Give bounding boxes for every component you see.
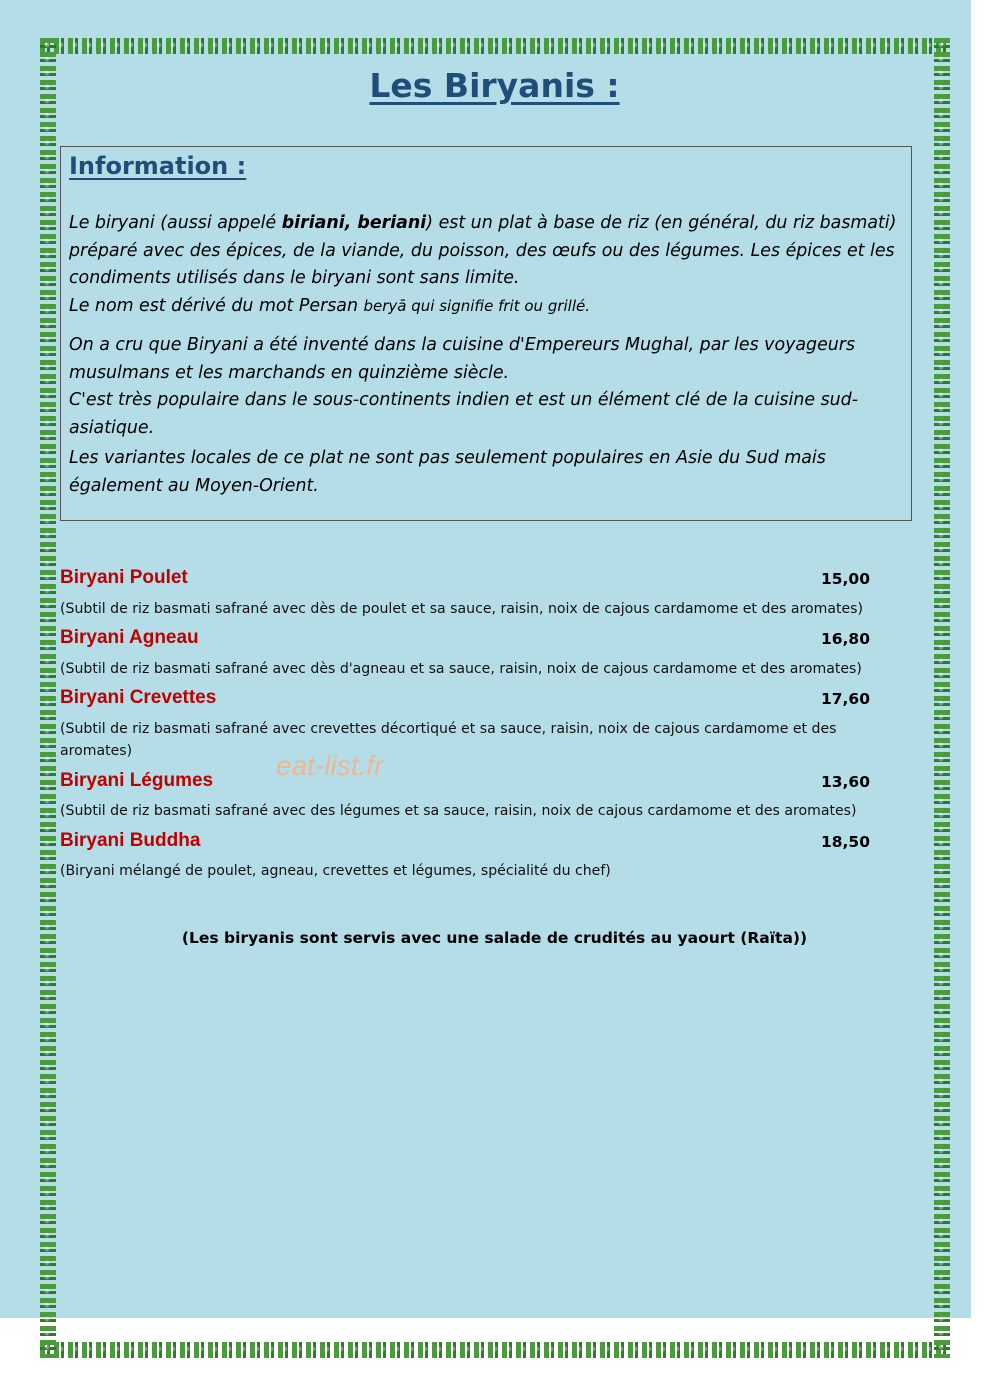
p1-bold-terms: biriani, beriani (281, 213, 427, 233)
dish-price: 15,00 (820, 570, 870, 588)
p1-intro: Le biryani (aussi appelé (69, 213, 282, 233)
dish-price: 17,60 (820, 690, 870, 708)
information-paragraph-2 (69, 332, 899, 442)
dish-price: 13,60 (820, 773, 870, 791)
dish-name: Biryani Crevettes (60, 687, 217, 708)
right-vine-border (934, 38, 950, 1358)
dish-description: (Subtil de riz basmati safrané avec dès de poulet et sa sauce, raisin, noix de cajous cardamome et des aromates) (60, 601, 864, 617)
information-paragraph-3: Les variantes locales de ce plat ne sont pas seulement populaires en Asie du Sud mais également au Moyen-Orient. (69, 448, 826, 496)
bottom-vine-border (40, 1342, 950, 1358)
information-box (60, 146, 912, 521)
dish-name: Biryani Poulet (60, 567, 188, 588)
dish-name: Biryani Buddha (60, 830, 201, 851)
information-heading: Information : (69, 152, 247, 180)
dish-price: 16,80 (820, 630, 870, 648)
watermark: eat-list.fr (276, 750, 384, 781)
dish-description: (Subtil de riz basmati safrané avec crevettes décortiqué et sa sauce, raisin, noix de cajous cardamome et des aromates) (60, 721, 837, 759)
dish-name: Biryani Légumes (60, 770, 214, 791)
p1-line2a: Le nom est dérivé du mot Persan (69, 295, 364, 316)
top-vine-border (40, 38, 950, 54)
dish-description: (Subtil de riz basmati safrané avec dès d'agneau et sa sauce, raisin, noix de cajous cardamome et des aromates) (60, 661, 862, 677)
p1-rest: ) est un plat à base de riz (en général, du riz basmati) préparé avec des épices, de la viande, du poisson, des œufs ou des légumes. Les épices et les condiments utilisés dans le biryani sont sans limite. (69, 213, 897, 288)
p1-line2b: beryā qui signifie frit ou grillé. (363, 296, 591, 315)
page-title: Les Biryanis : (369, 66, 620, 105)
dish-description: (Biryani mélangé de poulet, agneau, crevettes et légumes, spécialité du chef) (60, 863, 611, 879)
p2b-text: C'est très populaire dans le sous-continents indien et est un élément clé de la cuisine sud-asiatique. (69, 390, 858, 438)
footer-note: (Les biryanis sont servis avec une salade de crudités au yaourt (Raïta)) (181, 929, 808, 947)
dish-description: (Subtil de riz basmati safrané avec des légumes et sa sauce, raisin, noix de cajous cardamome et des aromates) (60, 803, 857, 819)
left-vine-border (40, 38, 56, 1358)
dish-name: Biryani Agneau (60, 627, 199, 648)
dish-price: 18,50 (820, 833, 870, 851)
information-paragraph-1 (69, 210, 899, 320)
p2-text: On a cru que Biryani a été inventé dans la cuisine d'Empereurs Mughal, par les voyageurs musulmans et les marchands en quinzième siècle. (69, 335, 856, 383)
